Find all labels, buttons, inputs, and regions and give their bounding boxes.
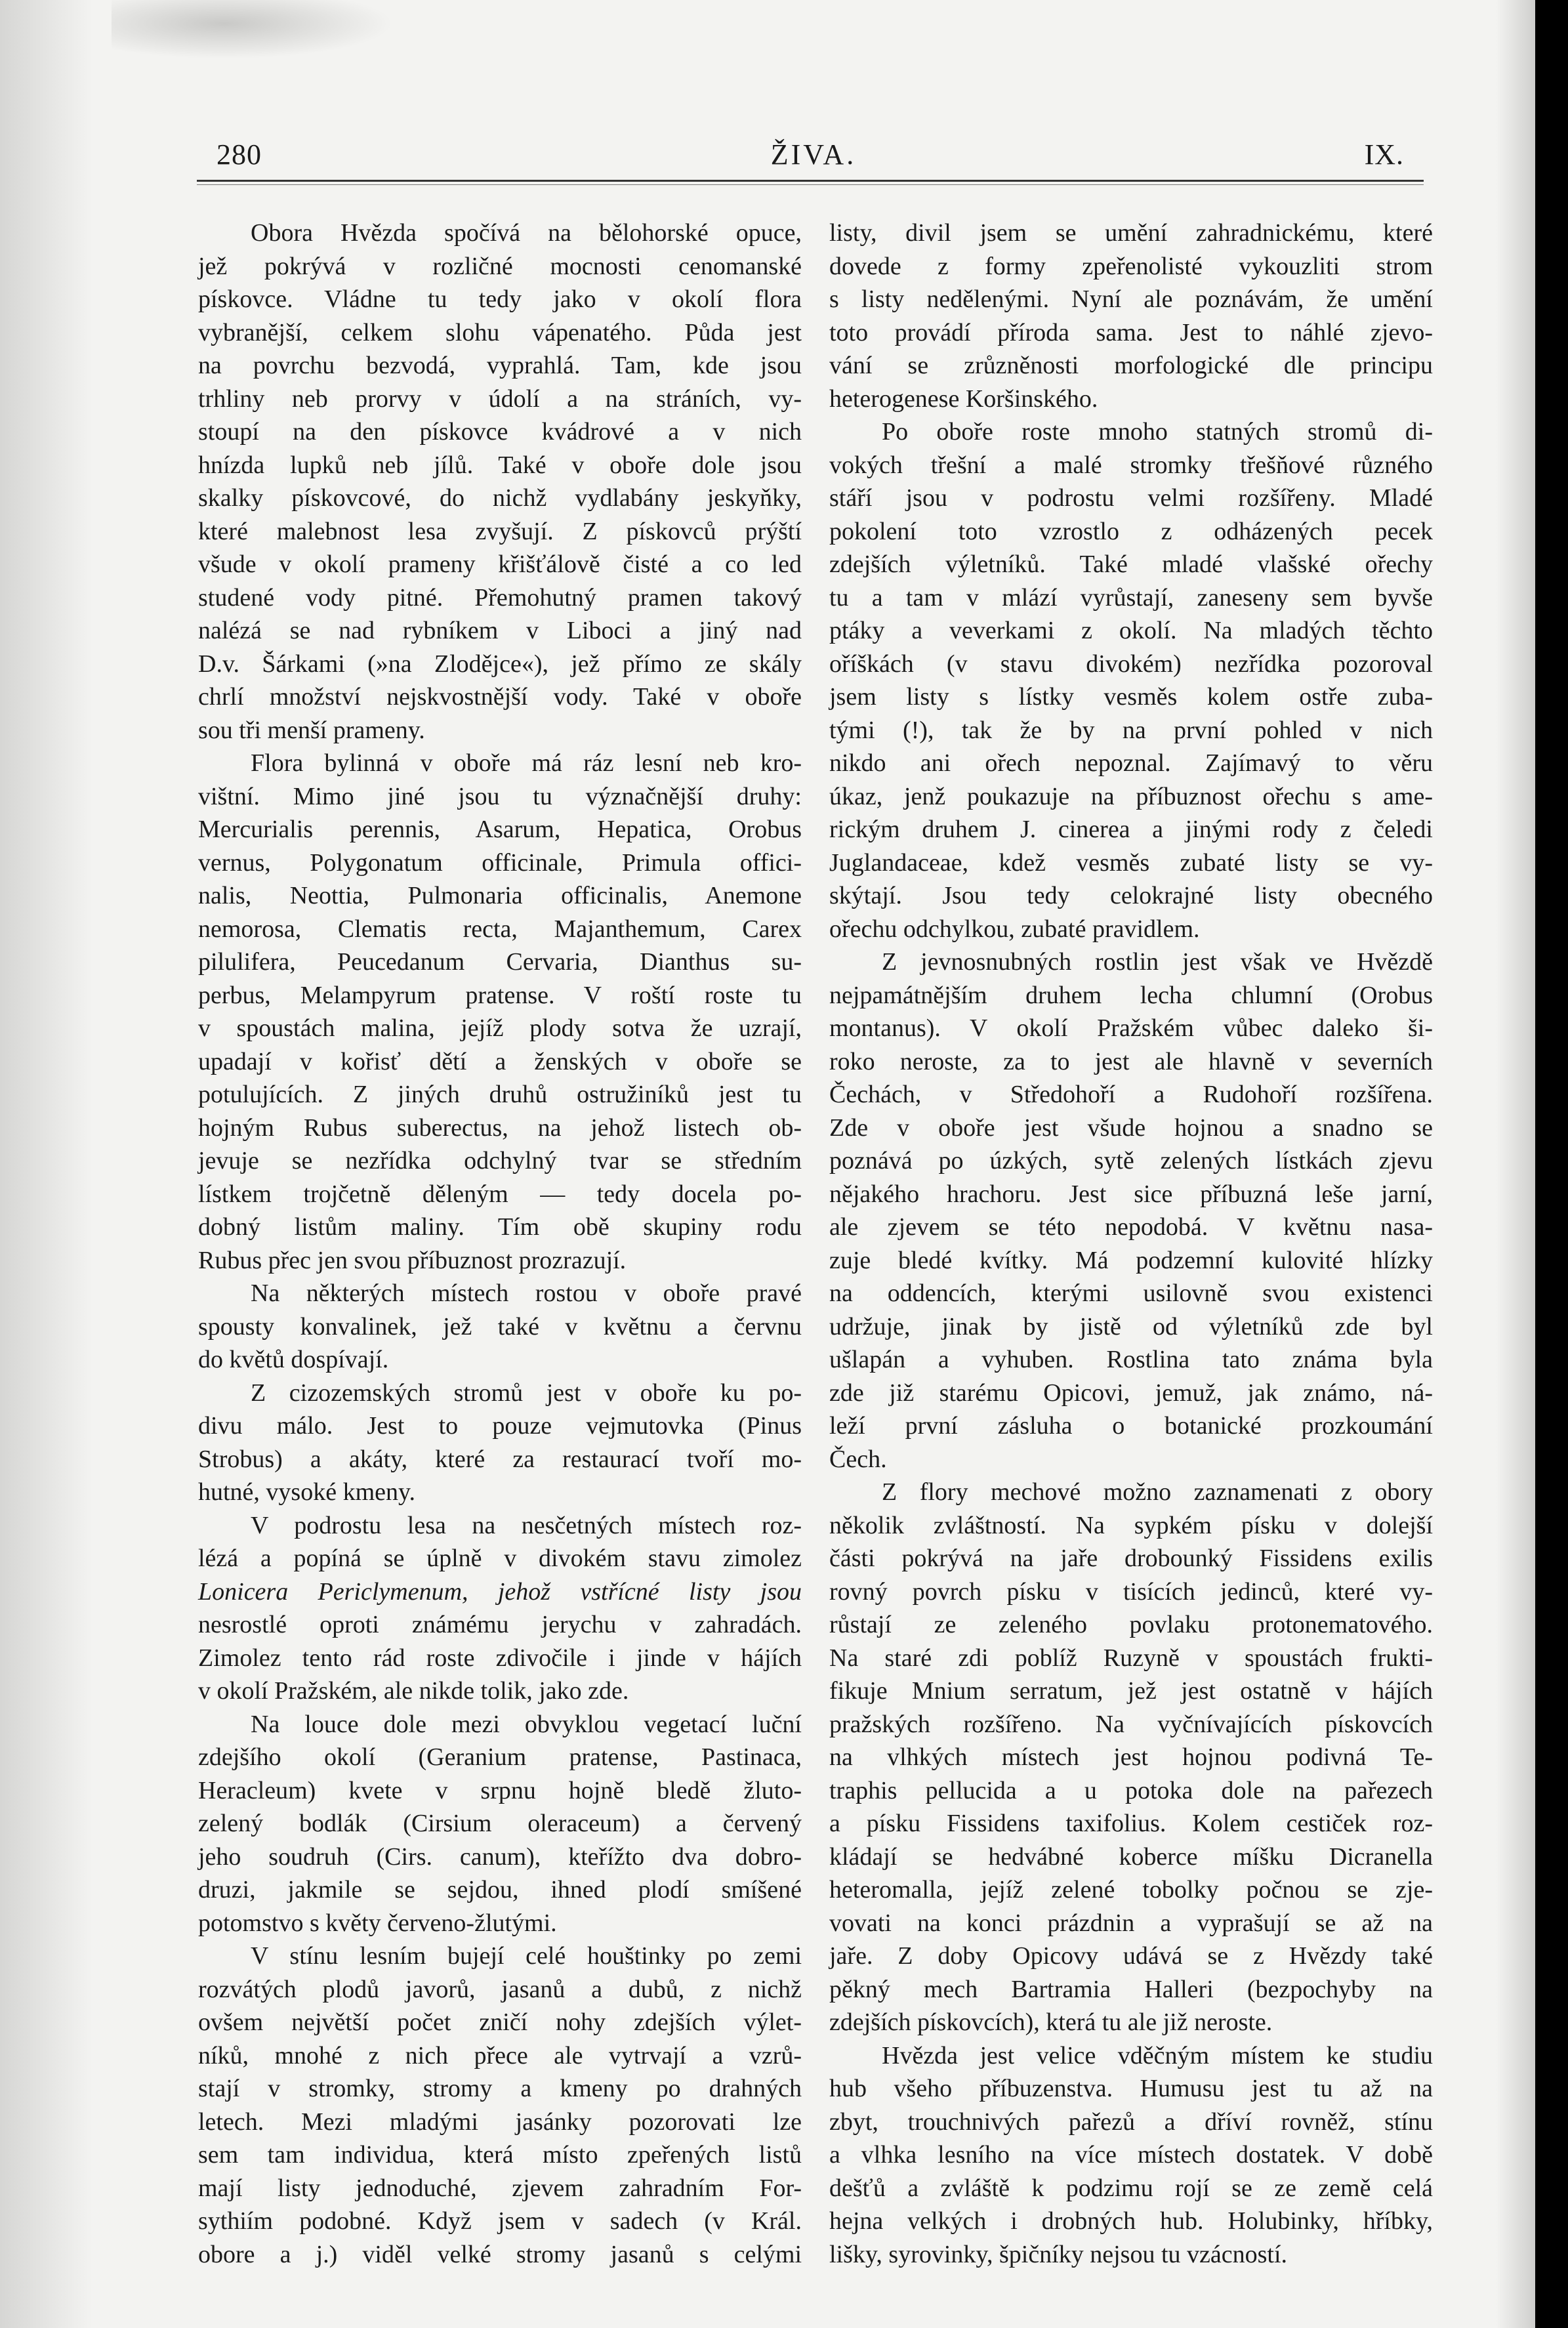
page-edge-shadow [1496,0,1535,2328]
text-line: jeho soudruh (Cirs. canum), kteřížto dva dobro- [198,1842,802,1871]
text-line: roko neroste, za to jest ale hlavně v severních [829,1047,1433,1075]
text-line: hojným Rubus suberectus, na jehož listech ob- [198,1113,802,1142]
text-line: tými (!), tak že by na první pohled v nich [829,716,1433,744]
text-line: leží první zásluha o botanické prozkoumání [829,1412,1433,1440]
text-line: na oddencích, kterými usilovně svou existenci [829,1279,1433,1307]
text-line: druzi, jakmile se sejdou, ihned plodí smíšené [198,1876,802,1903]
text-line: mají listy jednoduché, zjevem zahradním For- [198,2174,802,2202]
text-line: které malebnost lesa zvyšují. Z pískovců prýští [198,517,802,545]
text-line: stáří jsou v podrostu velmi rozšířeny. Mladé [829,484,1433,512]
text-line: potomstvo s květy červeno-žlutými. [198,1909,557,1937]
text-line: na vlhkých místech jest hojnou podivná Te- [829,1743,1433,1771]
text-line: letech. Mezi mladými jasánky pozorovati lze [198,2108,802,2136]
text-line: vištní. Mimo jiné jsou tu význačnější druhy: [198,782,802,810]
text-line: na povrchu bezvodá, vyprahlá. Tam, kde jsou [198,352,802,379]
text-line: perbus, Melampyrum pratense. V roští roste tu [198,981,802,1009]
text-line: do květů dospívají. [198,1346,389,1373]
text-line: nějakého hrachoru. Jest sice příbuzná leše jarní, [829,1180,1433,1208]
text-line: divu málo. Jest to pouze vejmutovka (Pinus [198,1412,802,1440]
text-line: lišky, syrovinky, špičníky nejsou tu vzácností. [829,2240,1288,2268]
page-number: 280 [217,138,262,171]
text-line: nalézá se nad rybníkem v Liboci a jiný nad [198,617,802,644]
binding-shadow [0,0,92,2328]
text-line: hutné, vysoké kmeny. [198,1478,416,1506]
text-line: hnízda lupků neb jílů. Také v oboře dole jsou [198,451,802,479]
text-line: poznává po úzkých, sytě zelených lístkách zjevu [829,1147,1433,1174]
text-line: udržuje, jinak by jistě od výletníků zde byl [829,1312,1433,1341]
text-line: lístkem trojčetně děleným — tedy docela po- [198,1180,802,1208]
text-line: jsem listy s lístky vesměs kolem ostře zuba- [829,683,1433,711]
text-line: V podrostu lesa na nesčetných místech roz- [251,1511,802,1539]
text-line: pilulifera, Peucedanum Cervaria, Dianthus su- [198,948,802,976]
text-line: Z cizozemských stromů jest v oboře ku po- [251,1379,802,1407]
text-line: několik zvláštností. Na sypkém písku v dolejší [829,1511,1433,1539]
text-line: zdejších výletníků. Také mladé vlašské ořechy [829,551,1433,578]
text-line: pražských rozšířeno. Na vyčnívajících pískovcích [829,1710,1433,1738]
text-line: ale zjevem se této nepodobá. V květnu nasa- [829,1213,1433,1241]
text-line: nalis, Neottia, Pulmonaria officinalis, Anemone [198,882,802,909]
text-line: úkaz, jenž poukazuje na příbuznost ořechu s ame- [829,782,1433,810]
text-line: ušlapán a vyhuben. Rostlina tato známa byla [829,1346,1433,1373]
text-line: upadají v kořisť dětí a ženských v oboře se [198,1047,802,1075]
text-line: Zde v oboře jest všude hojnou a snadno se [829,1113,1433,1142]
text-line: obore a j.) viděl velké stromy jasanů s celými [198,2240,802,2268]
text-line: stají v stromky, stromy a kmeny po drahných [198,2075,802,2102]
text-line: potulujících. Z jiných druhů ostružiníků jest tu [198,1081,802,1108]
text-line: studené vody pitné. Přemohutný pramen takový [198,583,802,612]
text-line: růstají ze zeleného povlaku protonematového. [829,1611,1433,1638]
text-line: všude v okolí prameny křišťálově čisté a co led [198,551,802,578]
text-line: ptáky a veverkami z okolí. Na mladých těchto [829,617,1433,644]
text-line: zde již starému Opicovi, jemuž, jak známo, ná- [829,1379,1433,1407]
text-line: traphis pellucida a u potoka dole na pařezech [829,1776,1433,1804]
text-line: Rubus přec jen svou příbuznost prozrazují. [198,1246,627,1274]
text-line: Z flory mechové možno zaznamenati z obory [882,1478,1433,1506]
text-line: ovšem největší počet zničí nohy zdejších výlet- [198,2008,802,2036]
text-line: nikdo ani ořech nepoznal. Zajímavý to věru [829,749,1433,777]
journal-title: ŽIVA. [770,138,857,171]
header-rule [197,180,1424,185]
text-line: montanus). V okolí Pražském vůbec daleko ši- [829,1014,1433,1042]
text-line: části pokrývá na jaře drobounký Fissidens exilis [829,1545,1433,1572]
text-line: heterogenese Koršinského. [829,385,1098,413]
text-line: sythiím podobné. Když jsem v sadech (v Král. [198,2207,802,2235]
text-line: pěkný mech Bartramia Halleri (bezpochyby na [829,1975,1433,2003]
text-line: ořechu odchylkou, zubaté pravidlem. [829,915,1200,943]
text-line: Z jevnosnubných rostlin jest však ve Hvězdě [882,948,1433,976]
text-line: listy, divil jsem se umění zahradnickému, které [829,219,1433,247]
text-line: Čechách, v Středohoří a Rudohoří rozšířena. [829,1081,1433,1108]
text-line: Mercurialis perennis, Asarum, Hepatica, Orobus [198,816,802,843]
text-line: pokolení toto vzrostlo z odházených pecek [829,517,1433,545]
text-line: skalky pískovcové, do nichž vydlabány jeskyňky, [198,484,802,512]
text-line: Hvězda jest velice vděčným místem ke studiu [882,2041,1433,2069]
text-line: Juglandaceae, kdež vesměs zubaté listy se vy- [829,848,1433,877]
text-line: níků, mnohé z nich přece ale vytrvají a vzrů- [198,2041,802,2069]
text-line: tu a tam v mlází vyrůstají, zaneseny sem byvše [829,583,1433,612]
volume-number: IX. [1364,138,1404,171]
text-line: zdejších pískovcích), která tu ale již neroste. [829,2008,1273,2036]
text-line: hub všeho příbuzenstva. Humusu jest tu až na [829,2075,1433,2102]
left-column [198,217,802,2271]
text-line: vání se zrůzněnosti morfologické dle principu [829,352,1433,379]
text-line: Na některých místech rostou v oboře pravé [251,1279,802,1307]
text-line: Lonicera Periclymenum, jehož vstřícné listy jsou [198,1577,802,1606]
text-line: dovede z formy zpeřenolisté vykouzliti strom [829,252,1433,280]
text-line: Čech. [829,1445,887,1473]
text-line: a písku Fissidens taxifolius. Kolem cestiček roz- [829,1810,1433,1837]
text-line: Na louce dole mezi obvyklou vegetací luční [251,1710,802,1738]
text-line: rovný povrch písku v tisících jedinců, které vy- [829,1577,1433,1606]
text-line: lézá a popíná se úplně v divokém stavu zimolez [198,1545,802,1572]
text-line: Na staré zdi poblíž Ruzyně v spoustách frukti- [829,1644,1433,1672]
scan-smudge [112,0,394,59]
text-line: zdejšího okolí (Geranium pratense, Pastinaca, [198,1743,802,1771]
text-line: zbyt, trouchnivých pařezů a dříví rovněž, stínu [829,2108,1433,2136]
text-line: fikuje Mnium serratum, jež jest ostatně v hájích [829,1677,1433,1705]
text-line: s listy nedělenými. Nyní ale poznávám, že umění [829,285,1433,313]
text-line: vernus, Polygonatum officinale, Primula offici- [198,848,802,877]
text-line: Flora bylinná v oboře má ráz lesní neb kro- [251,749,802,777]
text-line: v spoustách malina, jejíž plody sotva že uzrají, [198,1014,802,1042]
text-line: zuje bledé kvítky. Má podzemní kulovité hlízky [829,1246,1433,1274]
text-line: sem tam individua, která místo zpeřených listů [198,2141,802,2169]
text-line: v okolí Pražském, ale nikde tolik, jako zde. [198,1677,629,1705]
text-line: Obora Hvězda spočívá na bělohorské opuce, [251,219,802,247]
text-line: Zimolez tento rád roste zdivočile i jinde v hájích [198,1644,802,1672]
text-line: heteromalla, jejíž zelené tobolky počnou se zje- [829,1876,1433,1903]
text-line: vybranější, celkem slohu vápenatého. Půda jest [198,318,802,346]
text-line: jež pokrývá v rozličné mocnosti cenomanské [198,252,802,280]
text-line: a vlhka lesního na více místech dostatek. V době [829,2141,1433,2169]
text-line: oříškách (v stavu divokém) nezřídka pozoroval [829,650,1433,678]
text-line: V stínu lesním bujejí celé houštinky po zemi [251,1942,802,1970]
text-line: hejna velkých i drobných hub. Holubinky, hříbky, [829,2207,1433,2235]
text-line: nemorosa, Clematis recta, Majanthemum, Carex [198,915,802,943]
text-line: skýtají. Jsou tedy celokrajné listy obecného [829,882,1433,909]
text-line: jevuje se nezřídka odchylný tvar se středním [198,1147,802,1174]
running-head [197,131,1430,177]
text-line: spousty konvalinek, jež také v květnu a červnu [198,1312,802,1341]
text-line: kládají se hedvábné koberce míšku Dicranella [829,1842,1433,1871]
text-line: nesrostlé oproti známému jerychu v zahradách. [198,1611,802,1638]
text-line: vokých třešní a malé stromky třešňové různého [829,451,1433,479]
text-line: D.v. Šárkami (»na Zlodějce«), jež přímo ze skály [198,650,802,678]
text-line: dobný listům maliny. Tím obě skupiny rodu [198,1213,802,1241]
text-line: Po oboře roste mnoho statných stromů di- [882,418,1433,446]
text-line: chrlí množství nejskvostnější vody. Také v oboře [198,683,802,711]
text-line: Heracleum) kvete v srpnu hojně bledě žluto- [198,1776,802,1804]
text-line: jaře. Z doby Opicovy udává se z Hvězdy také [829,1942,1433,1970]
right-column [829,217,1433,2271]
text-line: dešťů a zvláště k podzimu rojí se ze země celá [829,2174,1433,2202]
text-line: toto provádí příroda sama. Jest to náhlé zjevo- [829,318,1433,346]
text-line: rozvátých plodů javorů, jasanů a dubů, z nichž [198,1975,802,2003]
text-line: pískovce. Vládne tu tedy jako v okolí flora [198,285,802,313]
text-line: sou tři menší prameny. [198,716,425,744]
text-line: vovati na konci prázdnin a vyprašují se až na [829,1909,1433,1937]
text-line: rickým druhem J. cinerea a jinými rody z čeledi [829,816,1433,843]
text-line: stoupí na den pískovce kvádrové a v nich [198,418,802,446]
text-line: zelený bodlák (Cirsium oleraceum) a červený [198,1810,802,1837]
text-line: trhliny neb prorvy v údolí a na stráních, vy- [198,385,802,413]
text-line: nejpamátnějším druhem lecha chlumní (Orobus [829,981,1433,1009]
text-line: Strobus) a akáty, které za restaurací tvoří mo- [198,1445,802,1473]
